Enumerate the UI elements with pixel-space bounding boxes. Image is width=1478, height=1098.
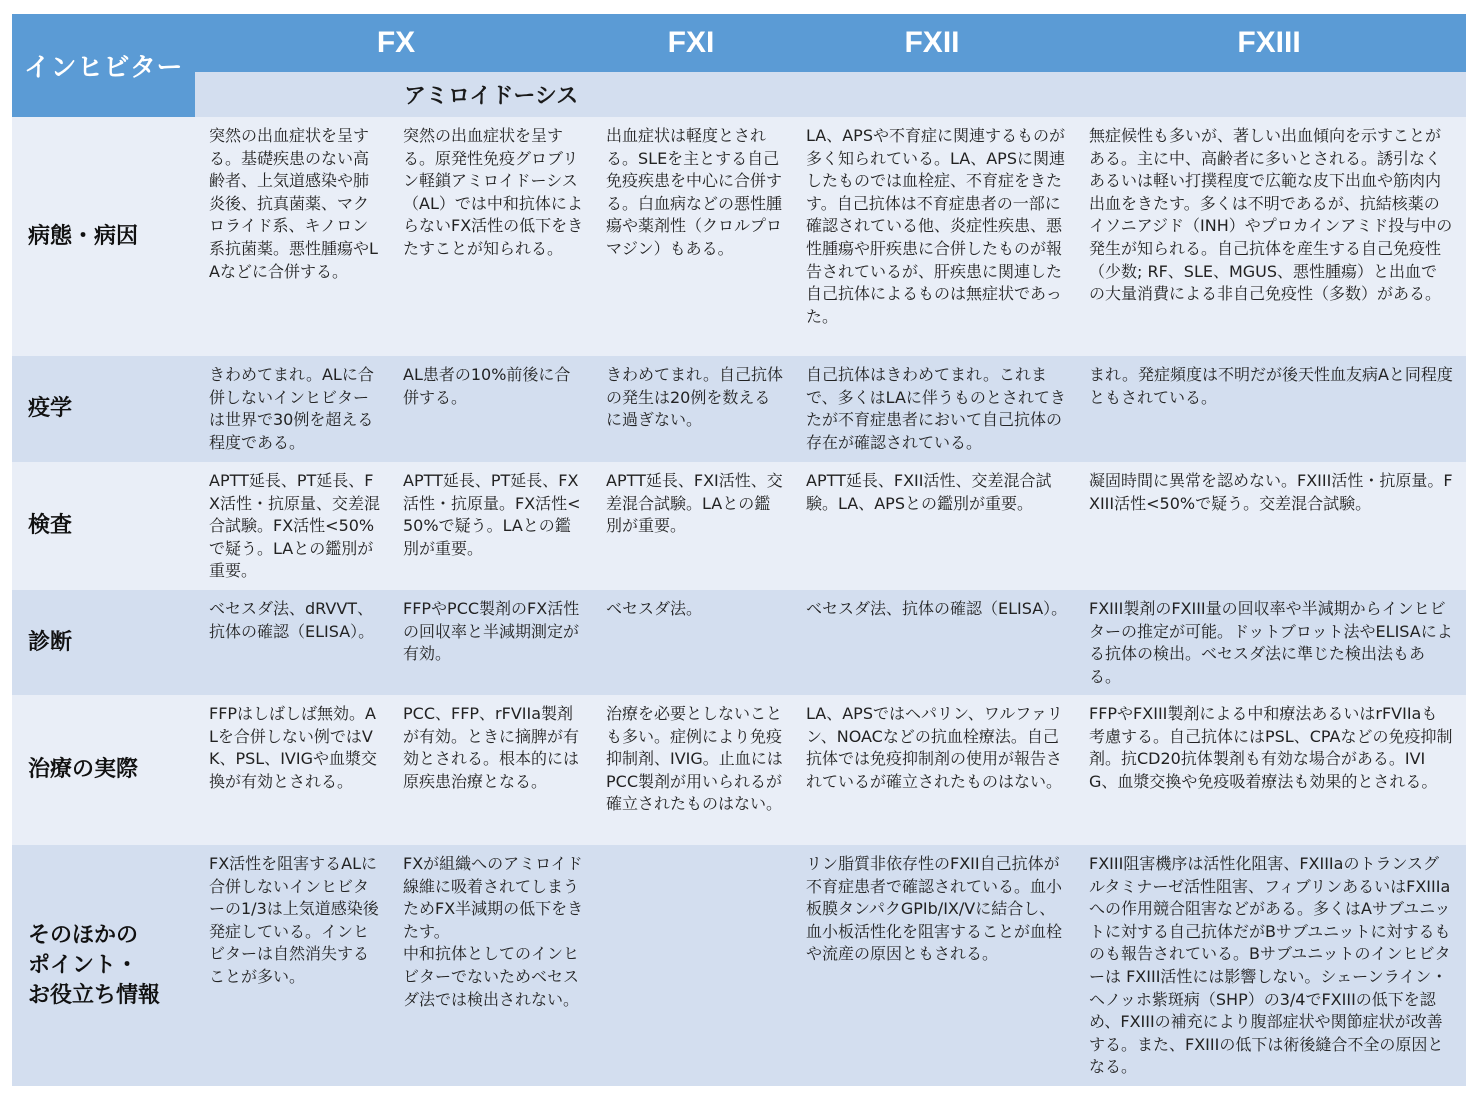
- header-label: インヒビター: [12, 14, 195, 117]
- cell-fx: APTT延長、PT延長、FX活性・抗原量、交差混合試験。FX活性<50%で疑う。LAとの鑑別が重要。: [209, 471, 380, 581]
- cell-fx-amyloidosis: AL患者の10%前後に合併する。: [403, 365, 571, 407]
- cell-fxi: APTT延長、FXI活性、交差混合試験。LAとの鑑別が重要。: [606, 471, 783, 536]
- cell-fx: FFPはしばしば無効。ALを合併しない例ではVK、PSL、IVIGや血漿交換が有効とされる。: [209, 704, 377, 791]
- subheader-amyloidosis: アミロイドーシス: [404, 84, 579, 109]
- row-label: そのほかの ポイント・ お役立ち情報: [28, 922, 161, 1008]
- header-col-fxiii: FXIII: [1237, 26, 1301, 59]
- cell-fxiii: FXIII阻害機序は活性化阻害、FXIIIaのトランスグルタミナーゼ活性阻害、フィブリンあるいはFXIIIaへの作用競合阻害などがある。多くはAサブユニットに対する自己抗体だがBサブユニットに対するものも報告されている。Bサブユニットのインヒビターは FXIII活性には影響しない。シェーンライン・ヘノッホ紫斑病（SHP）の3/4でFXIIIの低下を認め、FXIIIの補充により腹部症状や関節症状が改善する。また、FXIIIの低下は術後縫合不全の原因となる。: [1089, 854, 1451, 1077]
- cell-fxiii: FXIII製剤のFXIII量の回収率や半減期からインヒビターの推定が可能。ドットブロット法やELISAによる抗体の検出。ベセスダ法に準じた検出法もある。: [1089, 599, 1453, 686]
- row-label: 病態・病因: [28, 223, 139, 249]
- row-label: 検査: [28, 513, 73, 538]
- row-label: 治療の実際: [28, 757, 139, 782]
- cell-fx-amyloidosis: PCC、FFP、rFVIIa製剤が有効。ときに摘脾が有効とされる。根本的には原疾患治療となる。: [403, 704, 580, 791]
- row-label: 疫学: [28, 396, 73, 421]
- cell-fxii: LA、APSや不育症に関連するものが多く知られている。LA、APSに関連したものでは血栓症、不育症をきたす。自己抗体は不育症患者の一部に確認されている他、炎症性疾患、悪性腫瘍や肝疾患に合併したものが報告されているが、肝疾患に関連した自己抗体によるものは無症状であった。: [806, 126, 1065, 326]
- cell-fxi: 治療を必要としないことも多い。症例により免疫抑制剤、IVIG。止血にはPCC製剤が用いられるが確立されたものはない。: [606, 704, 783, 814]
- cell-fxii: 自己抗体はきわめてまれ。これまで、多くはLAに伴うものとされてきたが不育症患者において自己抗体の存在が確認されている。: [806, 365, 1066, 452]
- table-row: [12, 845, 1466, 1086]
- cell-fxii: LA、APSではヘパリン、ワルファリン、NOACなどの抗血栓療法。自己抗体では免疫抑制剤の使用が報告されているが確立されたものはない。: [806, 704, 1063, 791]
- cell-fxii: リン脂質非依存性のFXII自己抗体が不育症患者で確認されている。血小板膜タンパクGPIb/IX/Vに結合し、血小板活性化を阻害することが血栓や流産の原因ともされる。: [806, 854, 1063, 964]
- cell-fxi: 出血症状は軽度とされる。SLEを主とする自己免疫疾患を中心に合併する。白血病などの悪性腫瘍や薬剤性（クロルプロマジン）もある。: [606, 126, 783, 258]
- cell-fxiii: FFPやFXIII製剤による中和療法あるいはrFVIIaも考慮する。自己抗体にはPSL、CPAなどの免疫抑制剤。抗CD20抗体製剤も有効な場合がある。IVIG、血漿交換や免疫吸着療法も効果的とされる。: [1089, 704, 1453, 791]
- table-row: [12, 462, 1466, 590]
- cell-fxii: APTT延長、FXII活性、交差混合試験。LA、APSとの鑑別が重要。: [806, 471, 1052, 513]
- cell-fx-amyloidosis: FXが組織へのアミロイド線維に吸着されてしまうためFX半減期の低下をきたす。 中和抗体としてのインヒビターでないためベセスダ法では検出されない。: [403, 854, 584, 1009]
- table-row: [12, 590, 1466, 695]
- subheader-bar: [195, 72, 1466, 117]
- table-row: [12, 356, 1466, 462]
- table-row: [12, 117, 1466, 356]
- cell-fxiii: 無症候性も多いが、著しい出血傾向を示すことがある。主に中、高齢者に多いとされる。誘引なくあるいは軽い打撲程度で広範な皮下出血や筋肉内出血をきたす。多くは不明であるが、抗結核薬のイソニアジド（INH）やプロカインアミド投与中の発生が知られる。自己抗体を産生する自己免疫性（少数; RF、SLE、MGUS、悪性腫瘍）と出血での大量消費による非自己免疫性（多数）がある。: [1089, 126, 1453, 304]
- cell-fx-amyloidosis: FFPやPCC製剤のFX活性の回収率と半減期測定が有効。: [403, 599, 580, 664]
- cell-fxii: ベセスダ法、抗体の確認（ELISA）。: [806, 599, 1068, 618]
- cell-fxi: ベセスダ法。: [606, 599, 703, 618]
- cell-fx-amyloidosis: 突然の出血症状を呈する。原発性免疫グロブリン軽鎖アミロイドーシス（AL）では中和抗体によらないFX活性の低下をきたすことが知られる。: [403, 126, 584, 258]
- header-col-fxi: FXI: [667, 26, 715, 59]
- cell-fx: きわめてまれ。ALに合併しないインヒビターは世界で30例を超える程度である。: [209, 365, 374, 452]
- header-col-fxii: FXII: [904, 26, 960, 59]
- inhibitor-table: [12, 14, 1466, 1086]
- cell-fx: ベセスダ法、dRVVT、抗体の確認（ELISA）。: [209, 599, 375, 641]
- table-row: [12, 695, 1466, 845]
- header-col-fx: FX: [376, 26, 416, 59]
- cell-fx-amyloidosis: APTT延長、PT延長、FX活性・抗原量。FX活性<50%で疑う。LAとの鑑別が重要。: [403, 471, 581, 558]
- cell-fx: FX活性を阻害するALに合併しないインヒビターの1/3は上気道感染後発症している。インヒビターは自然消失することが多い。: [209, 854, 379, 986]
- cell-fx: 突然の出血症状を呈する。基礎疾患のない高齢者、上気道感染や肺炎後、抗真菌薬、マクロライド系、キノロン系抗菌薬。悪性腫瘍やLAなどに合併する。: [209, 126, 378, 281]
- row-label: 診断: [28, 629, 73, 655]
- cell-fxi: きわめてまれ。自己抗体の発生は20例を数えるに過ぎない。: [606, 365, 783, 430]
- cell-fxiii: 凝固時間に異常を認めない。FXIII活性・抗原量。FXIII活性<50%で疑う。交差混合試験。: [1089, 471, 1453, 513]
- cell-fxiii: まれ。発症頻度は不明だが後天性血友病Aと同程度ともされている。: [1089, 365, 1453, 407]
